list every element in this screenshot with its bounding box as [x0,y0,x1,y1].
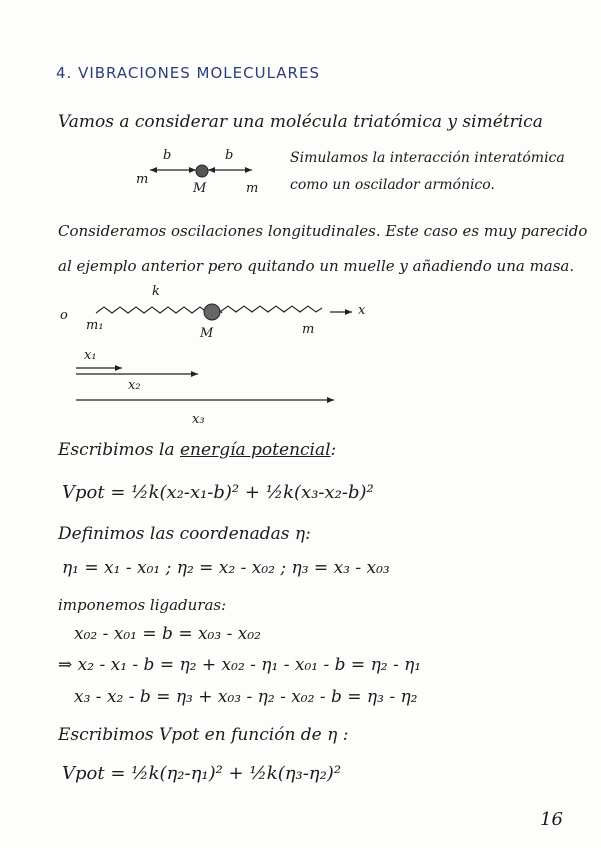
definition-equations: η₁ = x₁ - x₀₁ ; η₂ = x₂ - x₀₂ ; η₃ = x₃ - x₀₃ [62,558,390,578]
constraint-1: x₀₂ - x₀₁ = b = x₀₃ - x₀₂ [74,624,261,644]
label-x3: x₃ [192,412,205,427]
label-origin: o [60,308,68,323]
energy-intro-suffix: : [330,440,337,460]
label-b-right: b [225,148,234,163]
potential-energy-equation: Vpot = ½k(x₂-x₁-b)² + ½k(x₃-x₂-b)² [62,482,374,503]
section-title: 4. VIBRACIONES MOLECULARES [56,64,320,82]
label-M: M [193,181,207,196]
energy-intro-underlined: energía potencial [180,440,331,460]
spring-right [220,306,322,312]
constraint-3: x₃ - x₂ - b = η₃ + x₀₃ - η₂ - x₀₂ - b = η₃ - η₂ [74,687,418,707]
label-M2: M [200,326,214,341]
label-m-right2: m [302,322,315,337]
page-number: 16 [540,809,563,830]
paragraph2-line1: Consideramos oscilaciones longitudinales. Este caso es muy parecido [58,222,588,240]
final-equation: Vpot = ½k(η₂-η₁)² + ½k(η₃-η₂)² [62,763,342,784]
constraints-intro: imponemos ligaduras: [58,596,227,614]
paragraph2-line2: al ejemplo anterior pero quitando un muelle y añadiendo una masa. [58,257,575,275]
final-intro: Escribimos Vpot en función de η : [58,725,349,745]
constraint-2: ⇒ x₂ - x₁ - b = η₂ + x₀₂ - η₁ - x₀₁ - b = η₂ - η₁ [58,655,422,675]
label-k: k [152,284,160,299]
spring-left [96,307,222,313]
intro-text: Vamos a considerar una molécula triatómica y simétrica [58,112,543,132]
simulation-line1: Simulamos la interacción interatómica [290,150,565,166]
energy-intro [58,440,336,460]
label-m-right: m [246,181,259,196]
simulation-line2: como un oscilador armónico. [290,177,495,193]
central-mass-M2 [204,304,220,320]
label-b-left: b [163,148,172,163]
definition-intro: Definimos las coordenadas η: [58,524,311,544]
energy-intro-prefix: Escribimos la [58,440,180,460]
label-m1: m₁ [86,318,104,333]
label-x-axis: x [358,303,366,318]
label-m-left: m [136,172,149,187]
label-x1: x₁ [84,348,97,363]
label-x2: x₂ [128,378,141,393]
